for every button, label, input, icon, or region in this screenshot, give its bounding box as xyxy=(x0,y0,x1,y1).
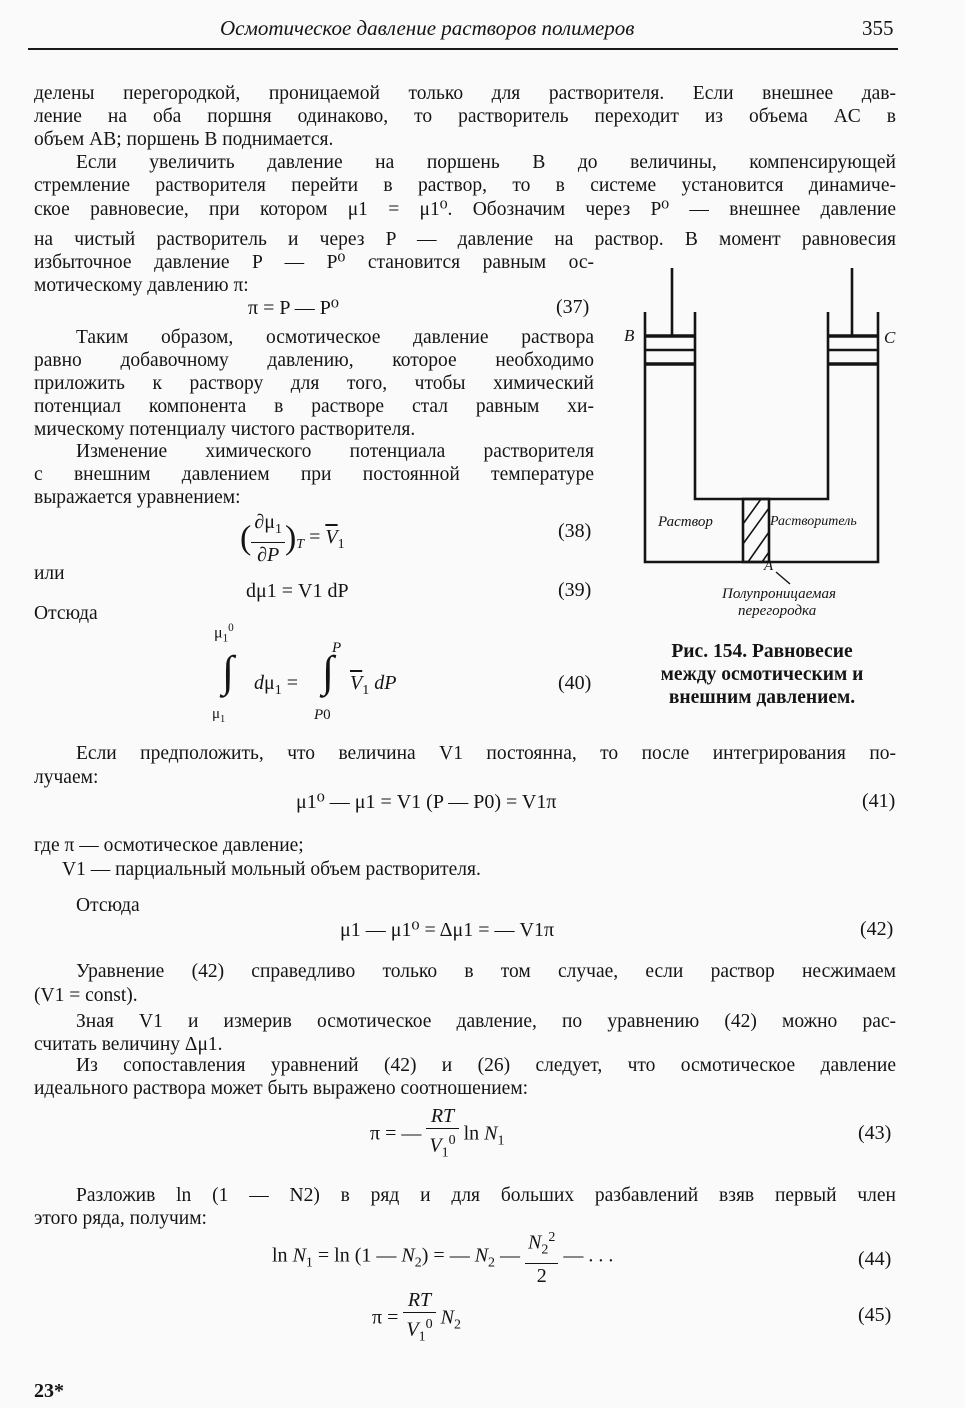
equation-41: μ1⁰ — μ1 = V1 (P — P0) = V1π xyxy=(296,791,557,813)
figure-label-c: C xyxy=(884,328,896,347)
equation-44: $\ln N_1 = \ln (1$ — $N_2$) = — $N_2$ — $\frac{N_2^2}{2}$ — . . . xyxy=(272,1226,613,1288)
header-rule xyxy=(28,48,898,50)
text-line: Изменение химического потенциала растворителя xyxy=(76,441,594,462)
text-line: этого ряда, получим: xyxy=(34,1208,207,1229)
equation-45: π = $\frac{RT}{V_1^0}$ $N_2$ xyxy=(372,1289,461,1345)
equation-number: (42) xyxy=(860,918,894,940)
sheet-signature: 23* xyxy=(34,1380,64,1402)
text-line: потенциал компонента в растворе стал равным хи- xyxy=(34,396,594,417)
equation-number: (45) xyxy=(858,1304,892,1326)
text-line: выражается уравнением: xyxy=(34,487,241,508)
figure-label-b: B xyxy=(624,326,635,345)
figure-caption: внешним давлением. xyxy=(668,687,856,708)
text-line: мическому потенциалу чистого растворителя. xyxy=(34,419,416,440)
figure-label-solution: Раствор xyxy=(658,514,713,530)
equation-number: (44) xyxy=(858,1248,892,1270)
text-line: V1 — парциальный мольный объем растворителя. xyxy=(62,859,481,880)
equation-43: π = — $\frac{RT}{V_1^0}$ $\ln N_1$ xyxy=(370,1105,505,1161)
text-line: стремление растворителя перейти в раствор, то в системе установится динамиче- xyxy=(34,175,896,196)
text-line: равно добавочному давлению, которое необходимо xyxy=(34,350,594,371)
equation-number: (43) xyxy=(858,1122,892,1144)
text-line: считать величину Δμ1. xyxy=(34,1034,223,1055)
equation-number: (39) xyxy=(558,579,592,601)
text-line: мотическому давлению π: xyxy=(34,275,249,296)
text-line: ление на оба поршня одинаково, то растворитель переходит из объема AC в xyxy=(34,106,896,127)
connector-word: или xyxy=(34,563,65,584)
text-line: лучаем: xyxy=(34,767,99,788)
text-line: приложить к раствору для того, чтобы химический xyxy=(34,373,594,394)
text-line: ское равновесие, при котором μ1 = μ1⁰. Обозначим через P⁰ — внешнее давление xyxy=(34,199,896,220)
equation-number: (40) xyxy=(558,672,592,694)
text-line: Из сопоставления уравнений (42) и (26) следует, что осмотическое давление xyxy=(76,1055,896,1076)
equation-39: dμ1 = V1 dP xyxy=(246,580,349,602)
text-line: Уравнение (42) справедливо только в том случае, если раствор несжимаем xyxy=(76,961,896,982)
equation-42: μ1 — μ1⁰ = Δμ1 = — V1π xyxy=(340,919,555,941)
text-line: Если увеличить давление на поршень B до величины, компенсирующей xyxy=(76,152,896,173)
text-line: делены перегородкой, проницаемой только для растворителя. Если внешнее дав- xyxy=(34,83,896,104)
text-line: где π — осмотическое давление; xyxy=(34,835,304,856)
osmometer-figure xyxy=(600,262,900,642)
text-line: Разложив ln (1 — N2) в ряд и для больших разбавлений взяв первый член xyxy=(76,1185,896,1206)
equation-number: (38) xyxy=(558,520,592,542)
text-line: объем AB; поршень B поднимается. xyxy=(34,129,334,150)
figure-membrane-note: Полупроницаемая xyxy=(722,586,836,602)
equation-37: π = P — P⁰ xyxy=(248,297,339,319)
page-number: 355 xyxy=(862,16,894,40)
text-line: Таким образом, осмотическое давление раствора xyxy=(76,327,594,348)
text-line: с внешним давлением при постоянной температуре xyxy=(34,464,594,485)
equation-number: (37) xyxy=(556,296,590,318)
text-line: идеального раствора может быть выражено соотношением: xyxy=(34,1078,529,1099)
equation-number: (41) xyxy=(862,790,896,812)
connector-word: Отсюда xyxy=(34,603,98,624)
text-line: Зная V1 и измерив осмотическое давление, по уравнению (42) можно рас- xyxy=(76,1011,896,1032)
text-line: Если предположить, что величина V1 постоянна, то после интегрирования по- xyxy=(76,743,896,764)
equation-38: ( $\frac{\partial\mu_1}{\partial P}$ )$_T = \overline{V}_1$ xyxy=(240,511,345,566)
text-line: (V1 = const). xyxy=(34,985,138,1006)
running-header-title: Осмотическое давление растворов полимеров xyxy=(220,16,635,40)
text-line: на чистый растворитель и через P — давление на раствор. В момент равновесия xyxy=(34,229,896,250)
figure-caption: между осмотическим и xyxy=(660,664,864,685)
text-line: избыточное давление P — P⁰ становится равным ос- xyxy=(34,252,594,273)
figure-label-a: A xyxy=(764,558,774,574)
figure-membrane-note: перегородка xyxy=(738,603,817,619)
connector-word: Отсюда xyxy=(76,895,140,916)
figure-label-solvent: Растворитель xyxy=(770,514,857,529)
figure-caption: Рис. 154. Равновесие xyxy=(671,641,853,662)
